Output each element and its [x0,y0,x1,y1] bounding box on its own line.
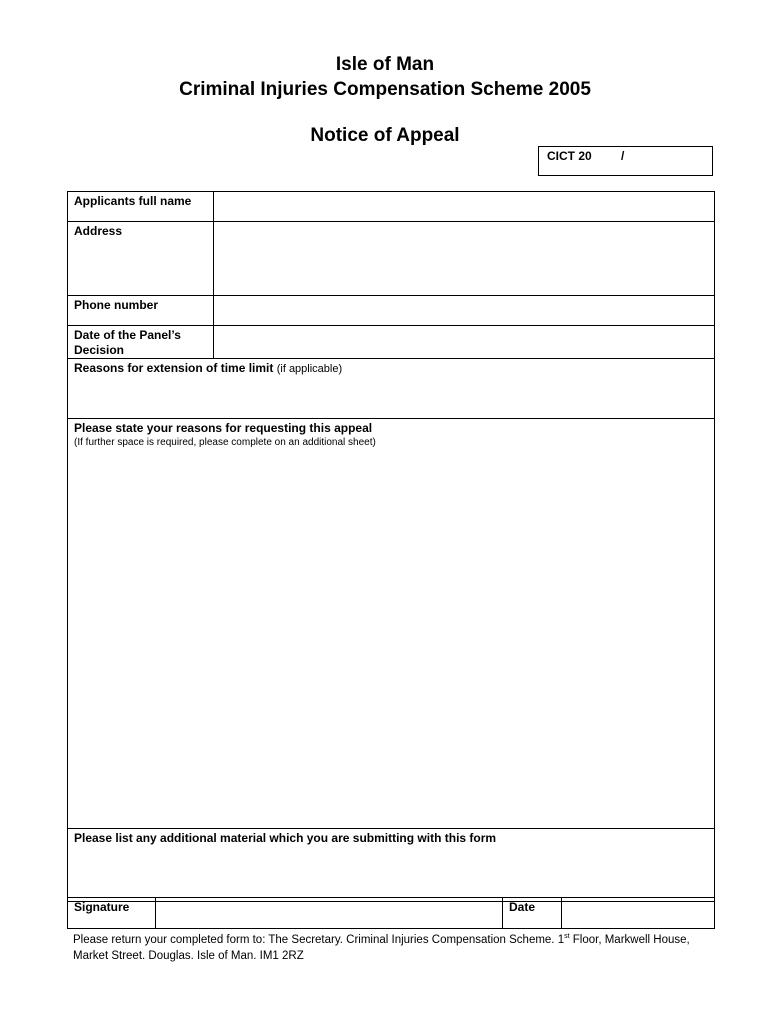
footer-superscript: st [564,933,570,940]
title-line-2: Criminal Injuries Compensation Scheme 2005 [179,79,591,100]
reference-separator: / [621,149,625,163]
additional-material-label: Please list any additional material which you are submitting with this form [74,831,497,845]
return-instructions [73,929,713,964]
phone-label: Phone number [68,296,214,326]
title-line-1: Isle of Man [335,54,435,75]
appeal-form-table [67,191,715,902]
appeal-reasons-field[interactable] [68,419,715,829]
address-field[interactable] [214,222,715,296]
decision-date-label: Date of the Panel’s Decision [68,326,214,359]
appeal-reasons-label: Please state your reasons for requesting this appeal [74,421,373,435]
signature-field[interactable] [156,898,503,929]
signature-table [67,897,715,929]
footer-text-2: Floor, Markwell House, Market Street. Douglas. Isle of Man. IM1 2RZ [73,933,690,962]
footer-text-1: Please return your completed form to: The Secretary. Criminal Injuries Compensation Scheme. 1 [73,933,565,946]
reference-number-box[interactable] [538,146,713,176]
appeal-reasons-note: (If further space is required, please complete on an additional sheet) [74,437,376,448]
address-label: Address [68,222,214,296]
date-label: Date [503,898,562,929]
signature-label: Signature [68,898,156,929]
applicant-name-field[interactable] [214,192,715,222]
applicant-name-label: Applicants full name [68,192,214,222]
extension-reasons-note: (if applicable) [276,363,343,375]
date-field[interactable] [562,898,715,929]
extension-reasons-field[interactable] [68,359,715,419]
decision-date-field[interactable] [214,326,715,359]
extension-reasons-label: Reasons for extension of time limit [74,361,274,375]
phone-field[interactable] [214,296,715,326]
form-title: Notice of Appeal [310,125,460,146]
additional-material-field[interactable] [68,829,715,902]
reference-prefix: CICT 20 [547,149,592,163]
